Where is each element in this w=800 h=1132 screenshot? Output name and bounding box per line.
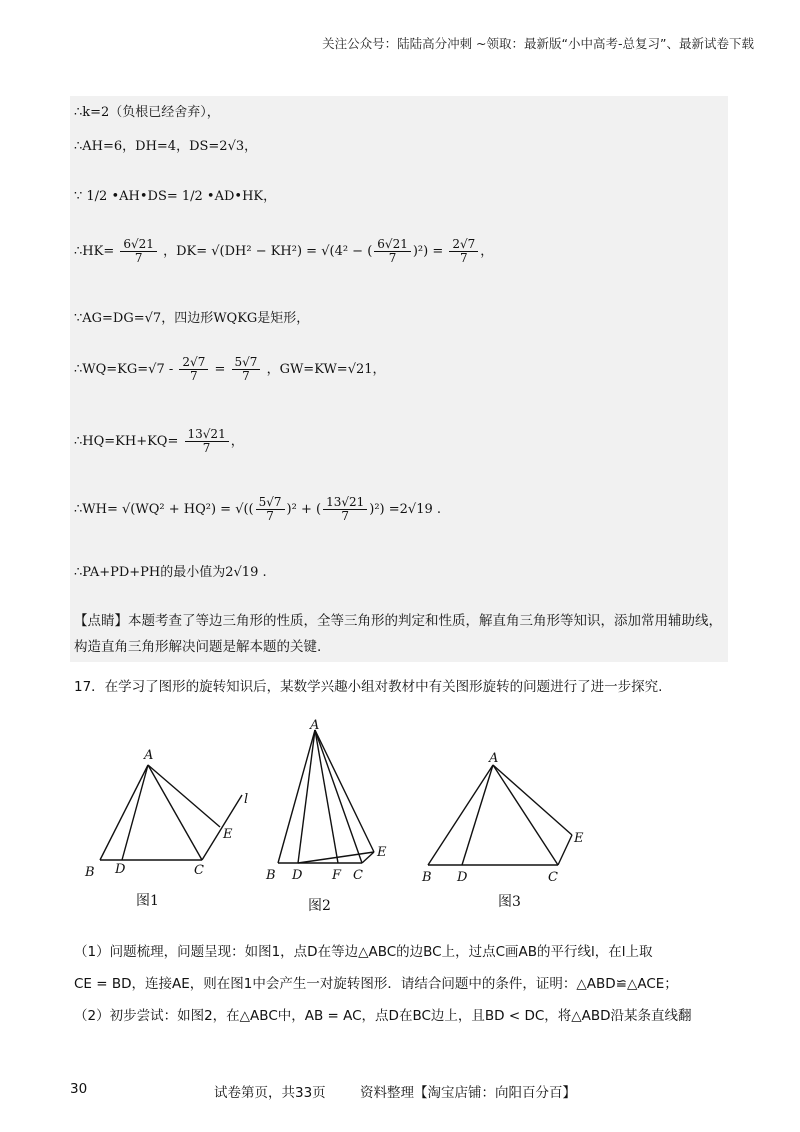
fig2-line-ac xyxy=(315,730,362,863)
fig1-line-ad xyxy=(122,765,148,860)
fig1-line-ac xyxy=(148,765,202,860)
fig2-line-ab xyxy=(278,730,315,863)
fig1-label-d: D xyxy=(115,862,126,877)
geometry-figures xyxy=(70,715,730,915)
fig3-label-d: D xyxy=(457,870,468,885)
fig1-label-l: l xyxy=(244,792,249,807)
fig3-line-ce xyxy=(558,835,572,865)
fig2-label-c: C xyxy=(353,868,363,883)
fig3-label-e: E xyxy=(574,831,584,846)
solution-line-8 xyxy=(74,496,441,523)
question-17-title: 17．在学习了图形的旋转知识后，某数学兴趣小组对教材中有关图形旋转的问题进行了进一步探究. xyxy=(74,679,663,695)
dk-expression: √(DH² − KH²) = √(4² − ( $\frac{6√21}{7}$ )²) = $\frac{2√7}{7}$ ， xyxy=(211,237,494,266)
wq-label: ∴WQ=KG=√7 - xyxy=(74,362,174,378)
fig2-line-ad xyxy=(298,730,315,863)
wh-result: =2√19 . xyxy=(388,502,442,518)
fig1-label-b: B xyxy=(85,865,95,880)
fig1-line-ae xyxy=(148,765,220,827)
fig2-label-a: A xyxy=(310,718,320,733)
fig3-caption: 图3 xyxy=(498,894,521,910)
question-part1-line2: CE = BD，连接AE，则在图1中会产生一对旋转图形．请结合问题中的条件，证明：△ABD≌△ACE； xyxy=(74,976,678,992)
fig3-label-a: A xyxy=(489,751,499,766)
comment-paragraph: 【点睛】本题考查了等边三角形的性质，全等三角形的判定和性质，解直角三角形等知识，添加常用辅助线，构造直角三角形解决问题是解本题的关键. xyxy=(74,613,722,655)
fig3-label-c: C xyxy=(548,870,558,885)
solution-line-9: ∴PA+PD+PH的最小值为2√19 . xyxy=(74,565,267,580)
hq-label: ∴HQ=KH+KQ= xyxy=(74,434,179,450)
wh-label: ∴WH= xyxy=(74,502,118,518)
fig3-line-ab xyxy=(428,765,493,865)
fig3-label-b: B xyxy=(422,870,432,885)
solution-line-2: ∴AH=6，DH=4，DS=2√3， xyxy=(74,139,258,154)
fraction: $\frac{13√21}{7}$ xyxy=(185,428,229,455)
hk-label: ∴HK= xyxy=(74,244,115,260)
fraction: $\frac{5√7}{7}$ xyxy=(232,356,261,383)
figures-area xyxy=(70,715,730,919)
page-header: 关注公众号：陆陆高分冲刺 ~领取：最新版“小中高考-总复习”、最新试卷下载 xyxy=(322,36,754,51)
solution-block xyxy=(70,96,728,662)
fig1-label-c: C xyxy=(194,863,204,878)
solution-line-6: ∴WQ=KG=√7 - $\frac{2√7}{7}$ = $\frac{5√7}{7}$ ，GW=KW=√21， xyxy=(74,355,386,384)
fig1-label-e: E xyxy=(223,827,233,842)
source-note: 资料整理【淘宝店铺：向阳百分百】 xyxy=(360,1085,576,1101)
fraction: $\frac{6√21}{7}$ xyxy=(120,238,157,265)
fig2-line-ae xyxy=(315,730,374,852)
fig2-label-e: E xyxy=(377,845,387,860)
fig1-line-ab xyxy=(100,765,148,860)
gw-label: ，GW=KW=√21， xyxy=(266,362,386,378)
fig1-caption: 图1 xyxy=(136,893,159,909)
solution-line-7: ∴HQ=KH+KQ= $\frac{13√21}{7}$ ， xyxy=(74,427,244,456)
fig3-line-ac xyxy=(493,765,558,865)
fig2-label-b: B xyxy=(266,868,276,883)
fig2-label-d: D xyxy=(292,868,303,883)
wh-expression: √(WQ² + HQ²) = √(( $\frac{5√7}{7}$ )² + ( $\frac{13√21}{7}$ )²) xyxy=(122,495,385,524)
fig2-label-f: F xyxy=(332,868,342,883)
page-info: 试卷第页，共33页 xyxy=(214,1085,326,1101)
page-number: 30 xyxy=(70,1081,88,1097)
solution-line-3: ∵ 1/2 •AH•DS= 1/2 •AD•HK， xyxy=(74,189,277,204)
fig2-caption: 图2 xyxy=(308,898,331,914)
fig3-line-ad xyxy=(462,765,493,865)
fig2-line-af xyxy=(315,730,338,863)
fig1-line-l xyxy=(202,795,242,860)
solution-line-1: ∴k=2（负根已经舍弃）， xyxy=(74,105,220,120)
fig1-label-a: A xyxy=(144,748,154,763)
question-part1-line1: （1）问题梳理，问题呈现：如图1，点D在等边△ABC的边BC上，过点C画AB的平行线l，在l上取 xyxy=(74,944,653,960)
solution-line-5: ∵AG=DG=√7，四边形WQKG是矩形， xyxy=(74,311,310,326)
solution-line-4 xyxy=(74,238,493,265)
fraction: $\frac{2√7}{7}$ xyxy=(179,356,208,383)
dk-label: ，DK= xyxy=(163,244,208,260)
question-part2-line1: （2）初步尝试：如图2，在△ABC中，AB = AC，点D在BC边上，且BD < DC，将△ABD沿某条直线翻 xyxy=(74,1008,692,1024)
